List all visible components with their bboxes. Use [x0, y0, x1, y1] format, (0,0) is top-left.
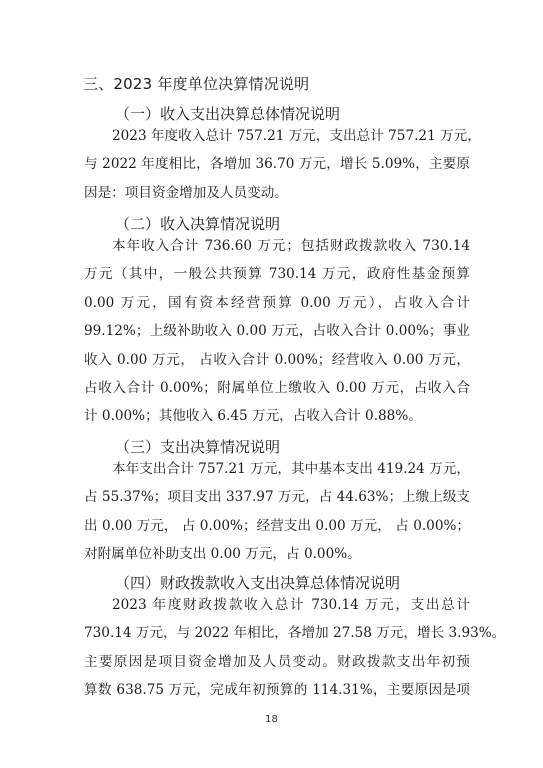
paragraph-3-line-4: 对附属单位补助支出 0.00 万元，占 0.00%。 [84, 546, 361, 563]
paragraph-4-line-2: 730.14 万元，与 2022 年相比，各增加 27.58 万元，增长 3.93%。 [84, 625, 506, 642]
paragraph-1-line-3: 因是：项目资金增加及人员变动。 [84, 184, 288, 201]
paragraph-1 [84, 122, 481, 207]
paragraph-4-line-4: 算数 638.75 万元，完成年初预算的 114.31%，主要原因是项 [84, 682, 470, 699]
paragraph-4-line-3: 主要原因是项目资金增加及人员变动。财政拨款支出年初预 [84, 653, 470, 670]
paragraph-2-line-7: 计 0.00%；其他收入 6.45 万元，占收入合计 0.88%。 [84, 408, 422, 425]
subsection-heading-1: （一）收入支出决算总体情况说明 [115, 105, 341, 123]
paragraph-2-line-5: 收入 0.00 万元， 占收入合计 0.00%；经营收入 0.00 万元， [84, 351, 470, 368]
page-number: 18 [265, 714, 278, 725]
section-title: 三、2023 年度单位决算情况说明 [83, 75, 310, 93]
paragraph-2-line-1: 本年收入合计 736.60 万元；包括财政拨款收入 730.14 [112, 238, 470, 254]
paragraph-2-line-4: 99.12%；上级补助收入 0.00 万元，占收入合计 0.00%；事业 [84, 323, 470, 340]
paragraph-1-line-1: 2023 年度收入总计 757.21 万元，支出总计 757.21 万元， [112, 128, 481, 144]
paragraph-4 [84, 591, 506, 705]
subsection-heading-3: （三）支出决算情况说明 [115, 438, 281, 456]
paragraph-1-line-2: 与 2022 年度相比，各增加 36.70 万元，增长 5.09%，主要原 [84, 156, 470, 173]
paragraph-2-line-2: 万元（其中，一般公共预算 730.14 万元，政府性基金预算 [84, 266, 470, 283]
paragraph-3-line-3: 出 0.00 万元， 占 0.00%；经营支出 0.00 万元， 占 0.00%； [84, 517, 470, 534]
paragraph-3-line-1: 本年支出合计 757.21 万元，其中基本支出 419.24 万元， [112, 461, 470, 477]
paragraph-3-line-2: 占 55.37%；项目支出 337.97 万元，占 44.63%；上缴上级支 [84, 489, 471, 506]
paragraph-3 [84, 455, 470, 569]
subsection-heading-2: （二）收入决算情况说明 [115, 215, 281, 233]
paragraph-2 [84, 232, 470, 431]
paragraph-4-line-1: 2023 年度财政拨款收入总计 730.14 万元，支出总计 [112, 597, 470, 613]
subsection-heading-4: （四）财政拨款收入支出决算总体情况说明 [115, 574, 401, 592]
paragraph-2-line-6: 占收入合计 0.00%；附属单位上缴收入 0.00 万元，占收入合 [84, 380, 470, 397]
paragraph-2-line-3: 0.00 万元，国有资本经营预算 0.00 万元），占收入合计 [84, 294, 470, 311]
